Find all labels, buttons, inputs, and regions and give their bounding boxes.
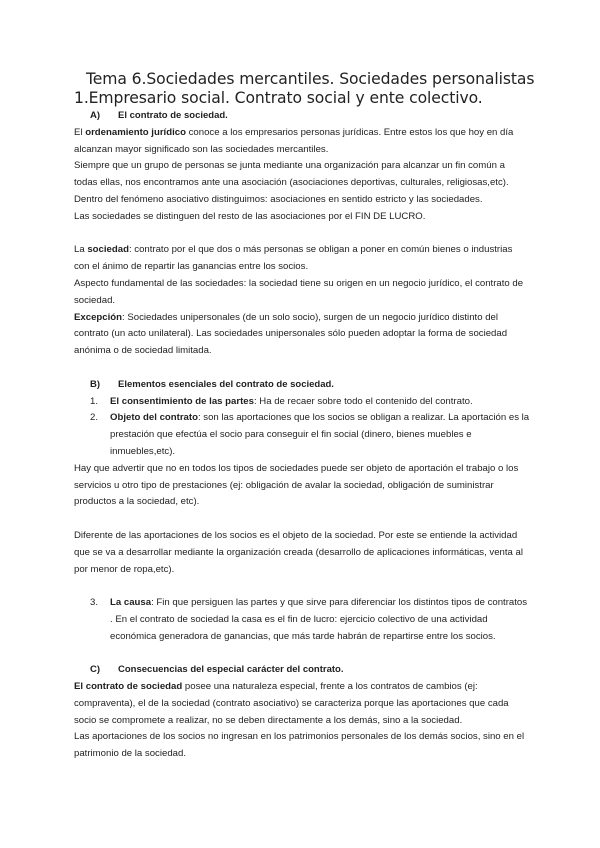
bold-term: El contrato de sociedad xyxy=(74,681,183,693)
list-number: 3. xyxy=(90,597,99,609)
section-a-paragraph-5 xyxy=(74,242,530,276)
section-a-letter: A) xyxy=(90,110,101,121)
section-c-paragraph-1 xyxy=(74,679,530,729)
text-run: : contrato por el que dos o más personas se obligan a poner en común bienes o industrias con el ánimo de repartir las ganancias entre los socios. xyxy=(74,244,513,273)
section-b-heading-text: Elementos esenciales del contrato de sociedad. xyxy=(118,378,334,390)
section-a-paragraph-6: Aspecto fundamental de las sociedades: la sociedad tiene su origen en un negocio jurídico, el contrato de sociedad. xyxy=(74,277,524,306)
bold-term: sociedad xyxy=(87,244,129,256)
section-b-paragraph-2: Diferente de las aportaciones de los socios es el objeto de la sociedad. Por este se entiende la actividad que se va a desarrollar mediante la organización creada (desarrollo de aplicaciones informáticas, venta al por menor de ropa,etc). xyxy=(74,529,524,575)
section-title: 1.Empresario social. Contrato social y ente colectivo. xyxy=(74,88,483,107)
elements-list-continued xyxy=(74,595,530,645)
section-a-paragraph-2: Siempre que un grupo de personas se junta mediante una organización para alcanzar un fin común a todas ellas, nos encontramos ante una asociación (asociaciones deportivas, culturales, religiosas,etc). xyxy=(74,160,509,189)
section-c-paragraph-2: Las aportaciones de los socios no ingresan en los patrimonios personales de los demás socios, sino en el patrimonio de la sociedad. xyxy=(74,731,525,760)
text-run: : Fin que persiguen las partes y que sirve para diferenciar los distintos tipos de contratos . En el contrato de sociedad la casa es el fin de lucro: ejercicio colectivo de una actividad económica generadora de ganancias, que más tarde habrán de repartirse entre los socios. xyxy=(110,597,528,642)
spacer xyxy=(74,511,530,528)
spacer xyxy=(74,578,530,595)
spacer xyxy=(74,226,530,243)
section-b-paragraph-1: Hay que advertir que no en todos los tipos de sociedades puede ser objeto de aportación el trabajo o los servicios u otro tipo de prestaciones (ej: obligación de avalar la sociedad, obligación de suministrar productos a la sociedad, etc). xyxy=(74,462,519,508)
text-run: : Sociedades unipersonales (de un solo socio), surgen de un negocio jurídico distinto del contrato (un acto unilateral). Las sociedades unipersonales sólo pueden adoptar la forma de sociedad anónima o de sociedad limitada. xyxy=(74,311,508,357)
list-number: 1. xyxy=(90,395,99,407)
section-a-paragraph-7 xyxy=(74,310,530,360)
list-item xyxy=(74,410,530,460)
section-c-letter: C) xyxy=(90,664,101,676)
document-title: Tema 6.Sociedades mercantiles. Sociedades personalistas xyxy=(86,70,535,88)
spacer xyxy=(74,360,530,377)
section-a-paragraph-1 xyxy=(74,125,530,159)
document-body xyxy=(74,108,530,763)
bold-term: ordenamiento jurídico xyxy=(85,126,186,138)
section-b-heading xyxy=(74,377,530,394)
section-a-paragraph-4: Las sociedades se distinguen del resto de las asociaciones por el FIN DE LUCRO. xyxy=(74,210,426,222)
text-run: : Ha de recaer sobre todo el contenido del contrato. xyxy=(253,395,473,407)
spacer xyxy=(74,646,530,663)
bold-term: El consentimiento de las partes xyxy=(110,395,254,407)
bold-term: La causa xyxy=(110,597,152,609)
section-a-heading-text: El contrato de sociedad. xyxy=(118,110,228,121)
document-titles xyxy=(0,70,600,107)
elements-list xyxy=(74,394,530,461)
bold-term: Excepción xyxy=(74,311,122,323)
list-item xyxy=(74,595,530,645)
section-c-heading xyxy=(74,662,530,679)
section-a-heading xyxy=(74,108,530,125)
text-run: conoce a los empresarios personas jurídicas. Entre estos los que hoy en día alcanzan mayor significado son las sociedades mercantiles. xyxy=(74,126,514,155)
text-run: posee una naturaleza especial, frente a los contratos de cambios (ej: compraventa), el de la sociedad (contrato asociativo) se caracteriza porque las aportaciones que cada socio se compromete a realizar, no se deben directamente a los demás, sino a la sociedad. xyxy=(74,681,509,726)
text-run: : son las aportaciones que los socios se obligan a realizar. La aportación es la prestación que efectúa el socio para conseguir el fin social (dinero, bienes muebles e inmuebles,etc). xyxy=(110,412,530,457)
section-b-letter: B) xyxy=(90,378,101,390)
list-item xyxy=(74,394,530,411)
bold-term: Objeto del contrato xyxy=(110,412,198,424)
section-a-paragraph-3: Dentro del fenómeno asociativo distinguimos: asociaciones en sentido estricto y las sociedades. xyxy=(74,193,483,205)
text-run: La xyxy=(74,244,88,256)
list-number: 2. xyxy=(90,412,99,424)
section-c-heading-text: Consecuencias del especial carácter del contrato. xyxy=(118,664,344,676)
text-run: El xyxy=(74,126,86,138)
